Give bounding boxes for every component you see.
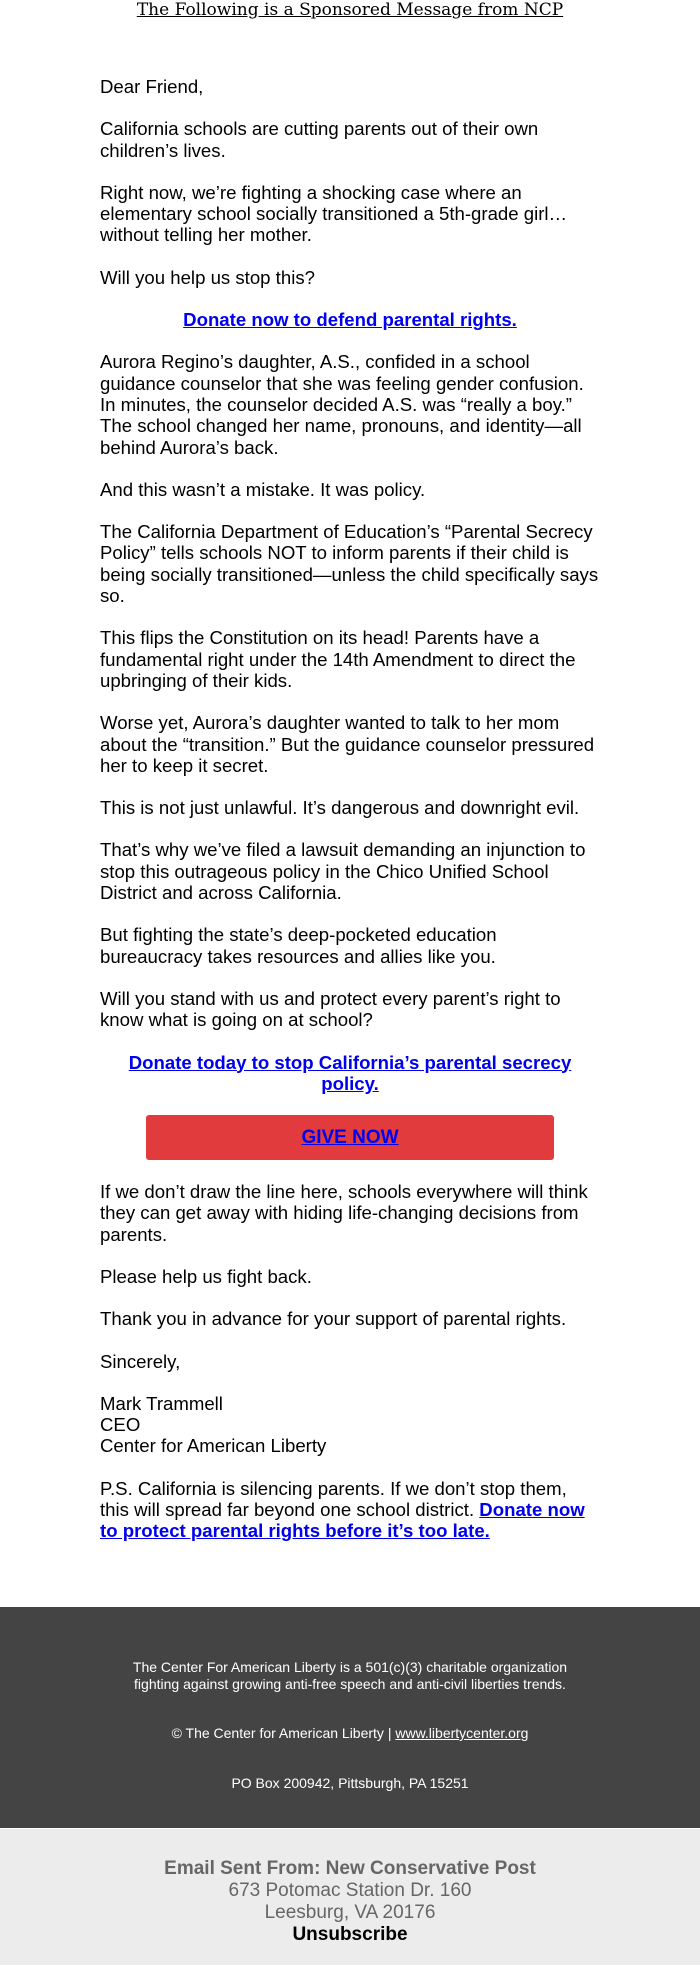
paragraph: Please help us fight back. bbox=[100, 1265, 312, 1287]
sender-street: 673 Potomac Station Dr. 160 bbox=[228, 1880, 472, 1901]
sender-city: Leesburg, VA 20176 bbox=[264, 1902, 436, 1923]
org-description bbox=[0, 1659, 700, 1693]
give-now-button[interactable]: GIVE NOW bbox=[146, 1115, 554, 1160]
greeting: Dear Friend, bbox=[100, 76, 204, 97]
paragraph: Aurora Regino’s daughter, A.S., confided in a school guidance counselor that she was feeling gender confusion. In minutes, the counselor decided A.S. was “really a boy.” The school changed her name, pronouns, and identity—all behind Aurora’s back. bbox=[100, 351, 584, 458]
donate-link-stop-secrecy[interactable]: Donate today to stop California’s parental secrecy policy. bbox=[128, 1051, 572, 1094]
donate-link-defend-rights[interactable]: Donate now to defend parental rights. bbox=[183, 309, 517, 331]
copyright-line bbox=[0, 1725, 700, 1742]
org-footer bbox=[0, 1607, 700, 1828]
sponsor-banner: The Following is a Sponsored Message from NCP bbox=[136, 0, 564, 20]
paragraph: And this wasn’t a mistake. It was policy. bbox=[100, 478, 426, 500]
paragraph: Worse yet, Aurora’s daughter wanted to talk to her mom about the “transition.” But the guidance counselor pressured her to keep it secret. bbox=[100, 712, 595, 776]
donate-link-paragraph bbox=[100, 309, 600, 330]
website-link[interactable]: www.libertycenter.org bbox=[395, 1725, 529, 1741]
paragraph: Will you help us stop this? bbox=[100, 266, 315, 288]
postscript bbox=[100, 1478, 600, 1542]
letter-body bbox=[100, 20, 600, 1542]
org-address: PO Box 200942, Pittsburgh, PA 15251 bbox=[231, 1775, 469, 1791]
paragraph: Thank you in advance for your support of parental rights. bbox=[100, 1308, 567, 1330]
paragraph: The California Department of Education’s “Parental Secrecy Policy” tells schools NOT to inform parents if their child is being socially transitioned—unless the child specifically says so. bbox=[100, 521, 599, 607]
signature-block bbox=[100, 1393, 600, 1457]
donate-link-ps[interactable]: Donate now to protect parental rights before it’s too late. bbox=[100, 1499, 585, 1542]
unsubscribe-link[interactable]: Unsubscribe bbox=[292, 1924, 408, 1945]
copyright-text: © The Center for American Liberty | bbox=[171, 1725, 396, 1741]
org-description-text: The Center For American Liberty is a 501(c)(3) charitable organization fighting against growing anti-free speech and anti-civil liberties trends. bbox=[132, 1659, 568, 1692]
paragraph: Right now, we’re fighting a shocking case where an elementary school socially transitioned a 5th-grade girl… without telling her mother. bbox=[100, 181, 568, 246]
paragraph: If we don’t draw the line here, schools everywhere will think they can get away with hiding life-changing decisions from parents. bbox=[100, 1181, 588, 1245]
paragraph: This flips the Constitution on its head! Parents have a fundamental right under the 14th Amendment to direct the upbringing of their kids. bbox=[100, 627, 576, 691]
paragraph: That’s why we’ve filed a lawsuit demanding an injunction to stop this outrageous policy in the Chico Unified School District and across California. bbox=[100, 839, 586, 904]
sent-from-label: Email Sent From: New Conservative Post bbox=[164, 1858, 536, 1879]
signer-name: Mark Trammell bbox=[100, 1392, 223, 1414]
signer-title: CEO bbox=[100, 1414, 141, 1436]
paragraph: But fighting the state’s deep-pocketed education bureaucracy takes resources and allies like you. bbox=[100, 924, 497, 967]
paragraph: Will you stand with us and protect every parent’s right to know what is going on at school? bbox=[100, 987, 561, 1031]
sender-footer bbox=[0, 1829, 700, 1965]
signer-org: Center for American Liberty bbox=[100, 1435, 327, 1457]
give-button-wrapper bbox=[100, 1115, 600, 1160]
closing: Sincerely, bbox=[100, 1350, 181, 1372]
donate-link-paragraph bbox=[100, 1052, 600, 1095]
paragraph: This is not just unlawful. It’s dangerous and downright evil. bbox=[100, 797, 580, 819]
paragraph: California schools are cutting parents out of their own children’s lives. bbox=[100, 118, 539, 161]
postscript-text: P.S. California is silencing parents. If we don’t stop them, this will spread far beyond one school district. bbox=[100, 1477, 567, 1521]
